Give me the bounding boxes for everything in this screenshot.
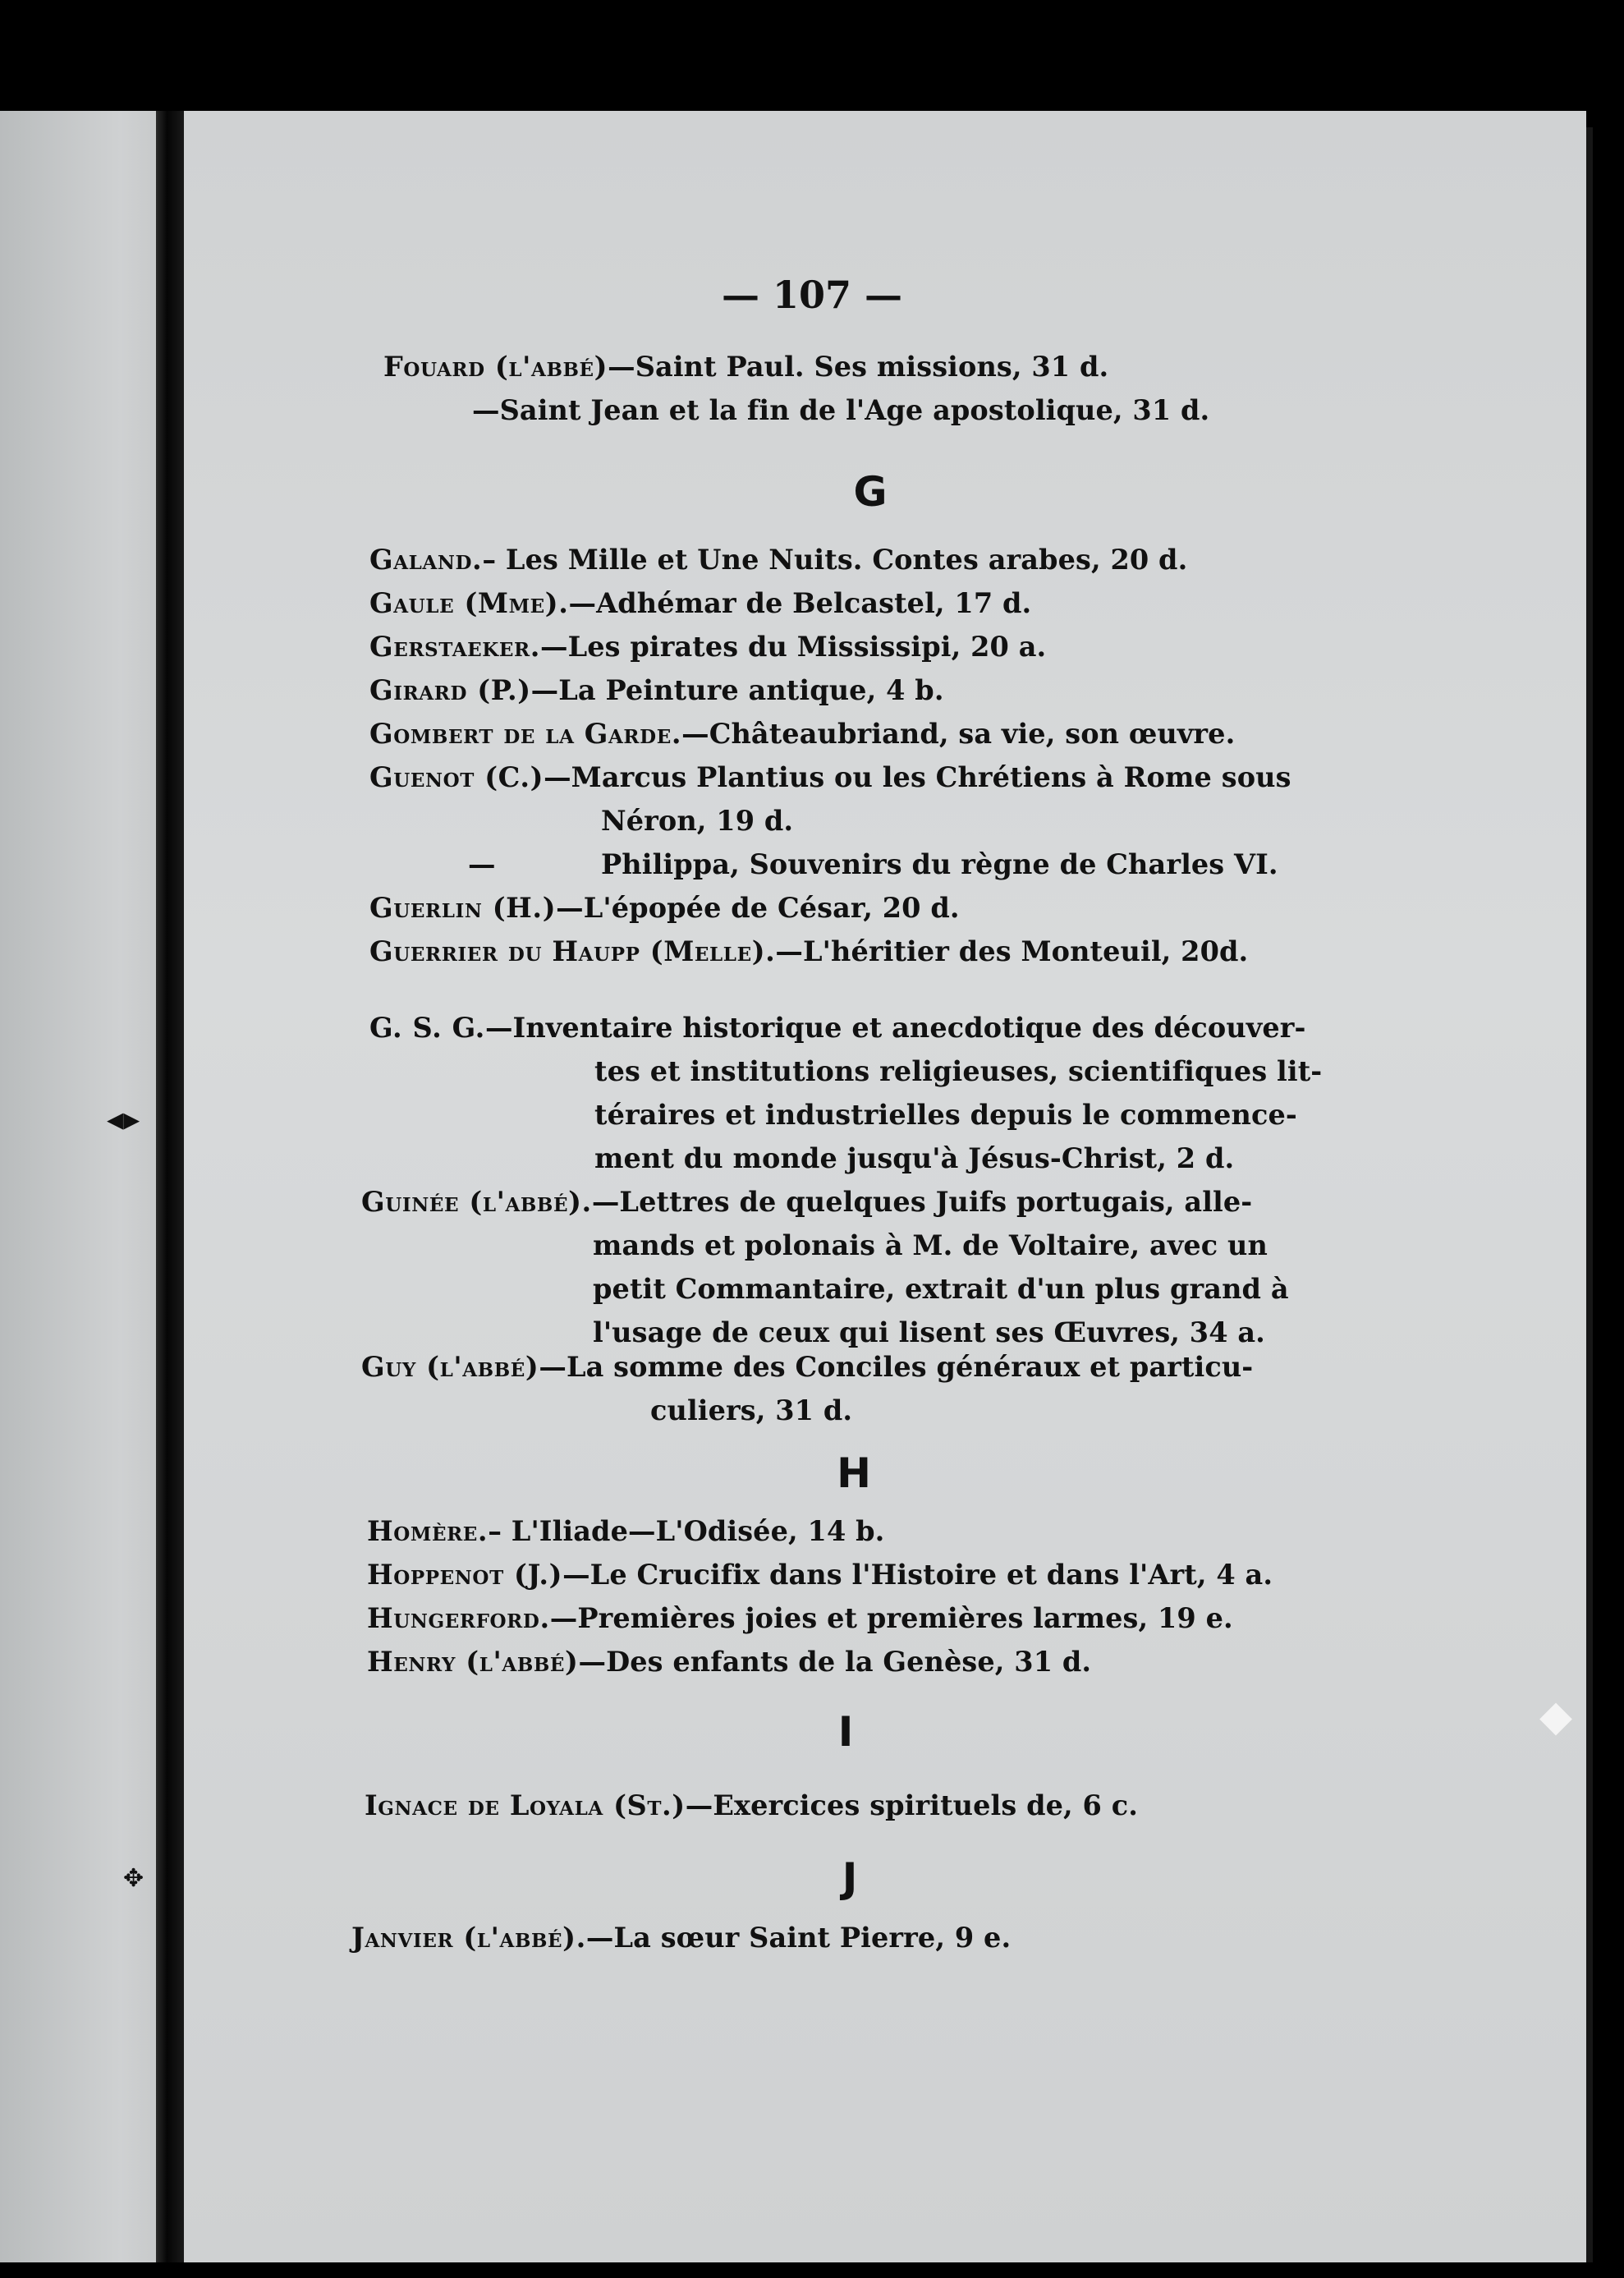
entry-author: Gombert de la Garde. bbox=[369, 718, 682, 750]
section-letter-g: G bbox=[853, 468, 888, 516]
entry-author: Homère. bbox=[367, 1515, 489, 1547]
entry-text: —Châteaubriand, sa vie, son œuvre. bbox=[681, 718, 1236, 750]
entry-gaule bbox=[369, 581, 1031, 625]
entry-fouard bbox=[383, 345, 1209, 432]
entry-guerrier bbox=[369, 930, 1248, 973]
entry-text: —Marcus Plantius ou les Chrétiens à Rome sous bbox=[544, 761, 1291, 793]
entry-hoppenot bbox=[367, 1553, 1273, 1596]
entry-author: Girard (P.) bbox=[369, 674, 531, 706]
entry-text: —Saint Jean et la fin de l'Age apostolique, 31 d. bbox=[472, 394, 1210, 426]
entry-guy bbox=[361, 1345, 1253, 1432]
entry-author: Gerstaeker. bbox=[369, 631, 540, 663]
entry-text: —Exercices spirituels de, 6 c. bbox=[685, 1789, 1138, 1821]
entry-text: – Les Mille et Une Nuits. Contes arabes, 20 d. bbox=[482, 544, 1188, 576]
entry-girard bbox=[369, 668, 944, 712]
binding-mark: ✥ bbox=[123, 1864, 145, 1893]
entry-guinee bbox=[361, 1180, 1289, 1354]
entry-text: Philippa, Souvenirs du règne de Charles VI. bbox=[601, 848, 1278, 880]
entry-galand bbox=[369, 538, 1187, 581]
entry-text: —Inventaire historique et anecdotique des découver- bbox=[484, 1012, 1306, 1044]
section-letter-i: I bbox=[837, 1708, 854, 1756]
entry-text: mands et polonais à M. de Voltaire, avec un bbox=[593, 1229, 1268, 1261]
entry-text: —L'héritier des Monteuil, 20d. bbox=[775, 935, 1249, 967]
section-letter-h: H bbox=[837, 1449, 871, 1497]
entry-author: Hoppenot (J.) bbox=[367, 1559, 563, 1591]
entry-author: Guerlin (H.) bbox=[369, 892, 557, 924]
binding-mark: ◂▸ bbox=[107, 1100, 140, 1138]
entry-author: Galand. bbox=[369, 544, 483, 576]
entry-author: Ignace de Loyala (St.) bbox=[365, 1789, 686, 1821]
entry-hungerford bbox=[367, 1596, 1233, 1640]
entry-author: Guerrier du Haupp (Melle). bbox=[369, 935, 776, 967]
entry-janvier bbox=[351, 1916, 1011, 1959]
entry-gsg bbox=[369, 1006, 1322, 1180]
entry-text: Néron, 19 d. bbox=[601, 805, 794, 837]
entry-text: —Saint Paul. Ses missions, 31 d. bbox=[608, 351, 1109, 383]
entry-text: ment du monde jusqu'à Jésus-Christ, 2 d. bbox=[594, 1142, 1235, 1174]
entry-author: Guenot (C.) bbox=[369, 761, 544, 793]
entry-gombert bbox=[369, 712, 1235, 756]
entry-author: Janvier (l'abbé). bbox=[351, 1922, 586, 1954]
entry-text: —Lettres de quelques Juifs portugais, alle- bbox=[591, 1186, 1253, 1218]
entry-text: l'usage de ceux qui lisent ses Œuvres, 34 a. bbox=[593, 1316, 1265, 1348]
entry-text: —La sœur Saint Pierre, 9 e. bbox=[585, 1922, 1012, 1954]
entry-gerstaeker bbox=[369, 625, 1046, 668]
entry-homere bbox=[367, 1509, 884, 1553]
entry-text: —L'épopée de César, 20 d. bbox=[556, 892, 960, 924]
entry-author: Hungerford. bbox=[367, 1602, 550, 1634]
ditto-dash: — bbox=[468, 848, 496, 880]
entry-text: —Le Crucifix dans l'Histoire et dans l'Art, 4 a. bbox=[562, 1559, 1273, 1591]
binding-mark: ◆ bbox=[1539, 1692, 1572, 1741]
entry-author: Henry (l'abbé) bbox=[367, 1646, 579, 1678]
entry-guerlin bbox=[369, 886, 960, 930]
entry-author: Guy (l'abbé) bbox=[361, 1351, 539, 1383]
entry-guenot bbox=[369, 756, 1291, 886]
entry-henry bbox=[367, 1640, 1091, 1683]
entry-text: tes et institutions religieuses, scientifiques lit- bbox=[594, 1055, 1323, 1087]
entry-author: Guinée (l'abbé). bbox=[361, 1186, 592, 1218]
entry-text: – L'Iliade—L'Odisée, 14 b. bbox=[488, 1515, 885, 1547]
page-number: — 107 — bbox=[721, 273, 903, 317]
entry-text: téraires et industrielles depuis le commence- bbox=[594, 1099, 1297, 1131]
entry-text: petit Commantaire, extrait d'un plus grand à bbox=[593, 1273, 1289, 1305]
entry-ignace bbox=[365, 1784, 1138, 1827]
entry-author: Gaule (Mme). bbox=[369, 587, 569, 619]
entry-author: G. S. G. bbox=[369, 1012, 485, 1044]
entry-text: —Des enfants de la Genèse, 31 d. bbox=[578, 1646, 1092, 1678]
entry-text: culiers, 31 d. bbox=[650, 1394, 853, 1426]
entry-text: —La somme des Conciles généraux et particu- bbox=[539, 1351, 1254, 1383]
entry-text: —La Peinture antique, 4 b. bbox=[530, 674, 944, 706]
entry-author: Fouard (l'abbé) bbox=[383, 351, 608, 383]
entry-text: —Premières joies et premières larmes, 19 e. bbox=[549, 1602, 1233, 1634]
entry-text: —Adhémar de Belcastel, 17 d. bbox=[568, 587, 1032, 619]
entry-text: —Les pirates du Mississipi, 20 a. bbox=[540, 631, 1047, 663]
section-letter-j: J bbox=[842, 1854, 858, 1902]
